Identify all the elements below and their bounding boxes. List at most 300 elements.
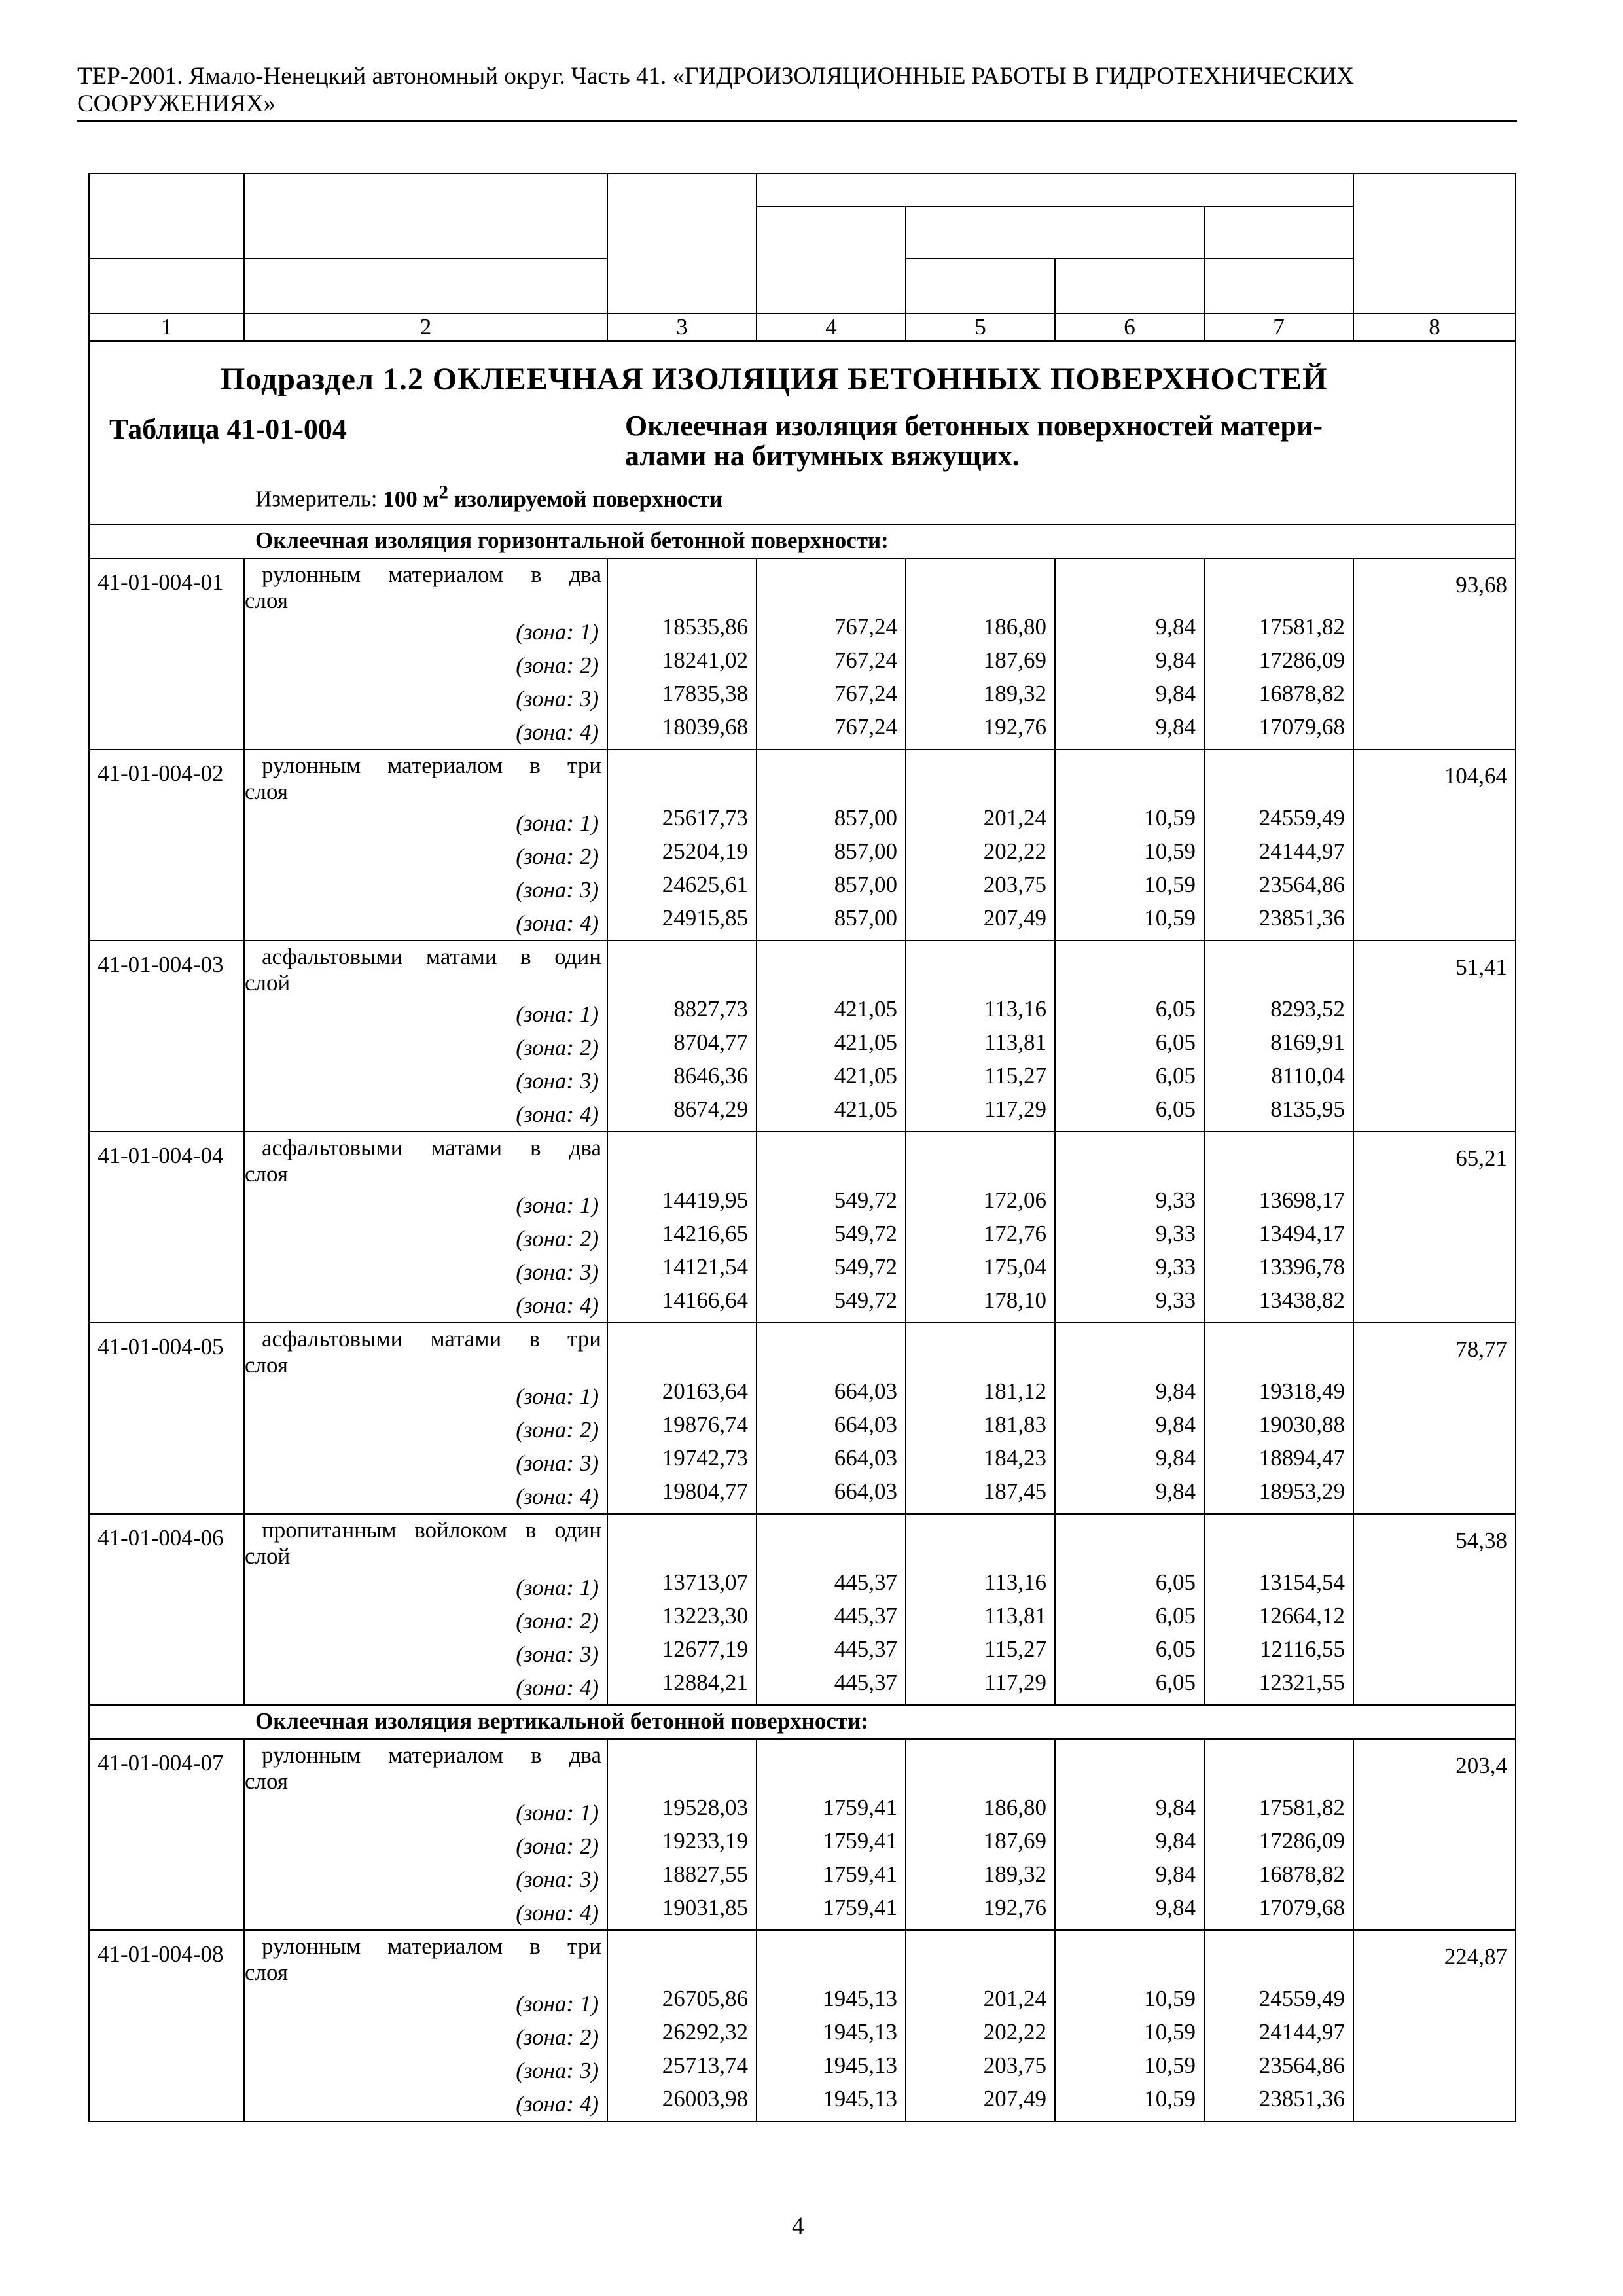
wages-value: 664,03 <box>834 1479 897 1504</box>
table-row <box>89 941 1516 1132</box>
machines-value: 113,81 <box>984 1030 1046 1055</box>
page-number: 4 <box>792 2213 804 2240</box>
wages-value: 1945,13 <box>823 2053 897 2078</box>
wages-value: 421,05 <box>834 996 897 1022</box>
work-description-cell <box>244 941 607 1132</box>
direct-value: 26292,32 <box>662 2019 748 2045</box>
zone-label: (зона: 4) <box>516 1102 599 1127</box>
rates-numbers-header <box>89 173 244 259</box>
machines-value: 113,16 <box>984 1570 1046 1595</box>
column-number: 6 <box>1055 314 1204 341</box>
operators-value: 6,05 <box>1155 1030 1196 1055</box>
cell-spacer <box>1205 750 1353 801</box>
materials-value: 13154,54 <box>1258 1570 1345 1595</box>
cell-spacer <box>1205 1931 1353 1982</box>
work-description <box>245 941 607 997</box>
operators-value: 9,84 <box>1155 1378 1196 1404</box>
operators-value: 9,84 <box>1155 647 1196 673</box>
operators-value: 9,84 <box>1155 1412 1196 1437</box>
materials-cell <box>1204 558 1353 749</box>
operators-cell <box>1055 1739 1204 1930</box>
direct-value: 24625,61 <box>662 872 748 897</box>
direct-value: 25617,73 <box>662 805 748 831</box>
zone-label: (зона: 2) <box>516 1226 599 1251</box>
direct-value: 26705,86 <box>662 1986 748 2011</box>
operators-value: 9,84 <box>1155 1445 1196 1471</box>
column-number: 1 <box>89 314 244 341</box>
machines-value: 192,76 <box>983 714 1046 740</box>
machines-cell <box>906 749 1055 941</box>
materials-value: 23851,36 <box>1258 2086 1345 2111</box>
operators-value: 9,84 <box>1155 1828 1196 1854</box>
work-name-unaccounted-header <box>244 259 607 314</box>
direct-value: 17835,38 <box>662 681 748 706</box>
work-description <box>245 1931 607 1987</box>
machine-operator-wages-header <box>1055 259 1204 314</box>
operators-value: 9,84 <box>1155 614 1196 639</box>
rate-code: 41-01-004-07 <box>89 1739 244 1930</box>
work-description-cell <box>244 749 607 941</box>
work-line-2: слоя <box>245 1960 288 1985</box>
work-line-2: слоя <box>245 1352 288 1378</box>
labor-cost: 203,4 <box>1353 1739 1516 1930</box>
machines-value: 187,69 <box>983 1828 1046 1854</box>
table-name-line-2: алами на битумных вяжущих. <box>625 440 1020 472</box>
cell-spacer <box>608 1323 756 1374</box>
document-header <box>77 63 1517 118</box>
wages-value: 421,05 <box>834 1063 897 1088</box>
zone-label: (зона: 4) <box>516 1900 599 1926</box>
operators-cell <box>1055 1930 1204 2121</box>
cell-spacer <box>906 941 1054 992</box>
zone-label: (зона: 4) <box>516 1484 599 1509</box>
materials-value: 17581,82 <box>1258 1795 1345 1820</box>
direct-value: 25713,74 <box>662 2053 748 2078</box>
machines-value: 113,16 <box>984 996 1046 1022</box>
wages-cell <box>757 1930 906 2121</box>
zone-label: (зона: 4) <box>516 910 599 936</box>
labor-cost: 65,21 <box>1353 1132 1516 1323</box>
labor-cost: 54,38 <box>1353 1514 1516 1705</box>
materials-value: 8293,52 <box>1270 996 1345 1022</box>
direct-value: 26003,98 <box>662 2086 748 2111</box>
zone-label: (зона: 1) <box>516 1001 599 1027</box>
machines-value: 203,75 <box>983 2053 1046 2078</box>
zone-label: (зона: 2) <box>516 1035 599 1060</box>
operators-value: 10,59 <box>1144 872 1196 897</box>
table-row <box>89 1930 1516 2121</box>
cell-spacer <box>757 1515 905 1566</box>
work-line-1: рулонным материалом в три <box>262 1933 601 1959</box>
work-description <box>245 559 607 615</box>
cell-spacer <box>757 750 905 801</box>
zone-label: (зона: 2) <box>516 1417 599 1443</box>
cell-spacer <box>906 1515 1054 1566</box>
materials-value: 12664,12 <box>1258 1603 1345 1628</box>
machines-value: 192,76 <box>983 1895 1046 1920</box>
zone-label: (зона: 1) <box>516 1193 599 1218</box>
machines-value: 207,49 <box>983 2086 1046 2111</box>
cell-spacer <box>757 1740 905 1791</box>
operators-value: 6,05 <box>1155 1063 1196 1088</box>
cell-spacer <box>1205 1740 1353 1791</box>
machines-cell <box>906 1930 1055 2121</box>
cell-spacer <box>608 1931 756 1982</box>
operators-value: 10,59 <box>1144 905 1196 931</box>
operators-value: 9,84 <box>1155 1895 1196 1920</box>
cell-spacer <box>1205 1515 1353 1566</box>
direct-value: 24915,85 <box>662 905 748 931</box>
materials-value: 24144,97 <box>1258 2019 1345 2045</box>
operators-value: 9,33 <box>1155 1254 1196 1280</box>
column-number: 4 <box>757 314 906 341</box>
rate-code: 41-01-004-03 <box>89 941 244 1132</box>
machine-operation-header <box>906 206 1204 259</box>
materials-value: 13494,17 <box>1258 1221 1345 1246</box>
machines-cell <box>906 1514 1055 1705</box>
operators-cell <box>1055 558 1204 749</box>
wages-value: 857,00 <box>834 805 897 831</box>
machines-value: 172,06 <box>983 1187 1046 1213</box>
cell-spacer <box>608 1132 756 1183</box>
header-line-2: СООРУЖЕНИЯХ» <box>77 90 276 117</box>
section-row <box>89 341 1516 524</box>
work-description-cell <box>244 1514 607 1705</box>
materials-value: 13438,82 <box>1258 1287 1345 1313</box>
machines-cell <box>906 558 1055 749</box>
work-line-2: слоя <box>245 1768 288 1794</box>
materials-value: 24559,49 <box>1258 1986 1345 2011</box>
materials-value: 8169,91 <box>1270 1030 1345 1055</box>
direct-cell <box>607 1739 757 1930</box>
direct-value: 19804,77 <box>662 1479 748 1504</box>
direct-value: 12677,19 <box>662 1636 748 1662</box>
wages-value: 664,03 <box>834 1378 897 1404</box>
materials-value: 19318,49 <box>1258 1378 1345 1404</box>
rate-code: 41-01-004-06 <box>89 1514 244 1705</box>
direct-value: 14121,54 <box>662 1254 748 1280</box>
zone-label: (зона: 1) <box>516 1575 599 1600</box>
work-line-1: пропитанным войлоком в один <box>262 1517 601 1543</box>
wages-value: 1759,41 <box>823 1895 897 1920</box>
direct-value: 19742,73 <box>662 1445 748 1471</box>
materials-value: 23851,36 <box>1258 905 1345 931</box>
operators-cell <box>1055 1323 1204 1514</box>
work-description <box>245 1515 607 1571</box>
including-header <box>757 173 1353 206</box>
zone-label: (зона: 2) <box>516 2024 599 2050</box>
operators-value: 9,33 <box>1155 1221 1196 1246</box>
wages-value: 549,72 <box>834 1221 897 1246</box>
cell-spacer <box>906 1740 1054 1791</box>
wages-value: 1945,13 <box>823 2086 897 2111</box>
materials-cell <box>1204 1132 1353 1323</box>
cell-spacer <box>906 559 1054 610</box>
wages-value: 549,72 <box>834 1254 897 1280</box>
machines-value: 189,32 <box>983 681 1046 706</box>
group-title: Оклеечная изоляция горизонтальной бетонной поверхности: <box>89 524 1516 558</box>
materials-value: 12321,55 <box>1258 1670 1345 1695</box>
cell-spacer <box>608 1515 756 1566</box>
direct-cell <box>607 749 757 941</box>
work-line-2: слоя <box>245 779 288 804</box>
meter-value <box>383 482 723 512</box>
wages-cell <box>757 1514 906 1705</box>
work-description <box>245 750 607 806</box>
labor-costs-header <box>1353 173 1516 314</box>
direct-value: 13223,30 <box>662 1603 748 1628</box>
direct-value: 19031,85 <box>662 1895 748 1920</box>
wages-value: 1759,41 <box>823 1861 897 1887</box>
zone-label: (зона: 3) <box>516 1867 599 1892</box>
operators-value: 10,59 <box>1144 2053 1196 2078</box>
section-cell <box>89 341 1516 524</box>
zone-label: (зона: 2) <box>516 1608 599 1634</box>
operators-value: 9,84 <box>1155 1861 1196 1887</box>
machines-value: 178,10 <box>983 1287 1046 1313</box>
direct-value: 18827,55 <box>662 1861 748 1887</box>
group-row <box>89 1705 1516 1739</box>
work-description <box>245 1323 607 1380</box>
machines-value: 117,29 <box>984 1096 1046 1122</box>
operators-cell <box>1055 1514 1204 1705</box>
zone-label: (зона: 3) <box>516 1450 599 1476</box>
wages-cell <box>757 1323 906 1514</box>
wages-cell <box>757 749 906 941</box>
operators-value: 10,59 <box>1144 1986 1196 2011</box>
zone-label: (зона: 3) <box>516 1068 599 1094</box>
zone-label: (зона: 1) <box>516 810 599 836</box>
cell-spacer <box>906 1132 1054 1183</box>
wages-value: 1945,13 <box>823 1986 897 2011</box>
work-description <box>245 1132 607 1189</box>
direct-value: 13713,07 <box>662 1570 748 1595</box>
direct-value: 18535,86 <box>662 614 748 639</box>
operators-value: 6,05 <box>1155 1670 1196 1695</box>
machines-cell <box>906 1739 1055 1930</box>
machines-value: 201,24 <box>983 805 1046 831</box>
zone-label: (зона: 3) <box>516 686 599 711</box>
cell-spacer <box>1205 941 1353 992</box>
operators-cell <box>1055 941 1204 1132</box>
cell-spacer <box>906 750 1054 801</box>
cell-spacer <box>608 941 756 992</box>
materials-value: 19030,88 <box>1258 1412 1345 1437</box>
direct-cell <box>607 558 757 749</box>
section-title: Подраздел 1.2 ОКЛЕЕЧНАЯ ИЗОЛЯЦИЯ БЕТОННЫХ ПОВЕРХНОСТЕЙ <box>221 362 1328 397</box>
zone-label: (зона: 3) <box>516 1641 599 1667</box>
wages-value: 857,00 <box>834 838 897 864</box>
wages-value: 767,24 <box>834 647 897 673</box>
materials-cell <box>1204 1514 1353 1705</box>
meter-suffix: изолируемой поверхности <box>448 486 723 512</box>
direct-cell <box>607 1323 757 1514</box>
zone-label: (зона: 1) <box>516 1800 599 1825</box>
measurement-unit <box>255 482 722 512</box>
materials-cell <box>1204 1323 1353 1514</box>
cell-spacer <box>1205 1132 1353 1183</box>
machines-value: 115,27 <box>984 1636 1046 1662</box>
wages-value: 445,37 <box>834 1636 897 1662</box>
wages-value: 664,03 <box>834 1412 897 1437</box>
meter-prefix: Измеритель: <box>255 486 383 512</box>
cell-spacer <box>1205 559 1353 610</box>
direct-value: 20163,64 <box>662 1378 748 1404</box>
meter-superscript: 2 <box>438 482 448 503</box>
direct-value: 8646,36 <box>673 1063 748 1088</box>
column-number: 8 <box>1353 314 1516 341</box>
direct-cell <box>607 1514 757 1705</box>
direct-value: 25204,19 <box>662 838 748 864</box>
wages-header <box>757 206 906 314</box>
materials-value: 8135,95 <box>1270 1096 1345 1122</box>
machines-value: 184,23 <box>983 1445 1046 1471</box>
wages-value: 1759,41 <box>823 1795 897 1820</box>
materials-value: 12116,55 <box>1260 1636 1345 1662</box>
rate-code: 41-01-004-01 <box>89 558 244 749</box>
materials-value: 18894,47 <box>1258 1445 1345 1471</box>
cell-spacer <box>1205 1323 1353 1374</box>
zone-label: (зона: 1) <box>516 1384 599 1409</box>
materials-value: 24559,49 <box>1258 805 1345 831</box>
column-number: 3 <box>607 314 757 341</box>
materials-value: 18953,29 <box>1258 1479 1345 1504</box>
materials-value: 17079,68 <box>1258 714 1345 740</box>
work-name-header <box>244 173 607 259</box>
operators-value: 9,84 <box>1155 714 1196 740</box>
machines-value: 115,27 <box>984 1063 1046 1088</box>
table-name <box>625 411 1476 471</box>
machines-value: 186,80 <box>983 614 1046 639</box>
operators-value: 6,05 <box>1155 996 1196 1022</box>
machines-value: 187,69 <box>983 647 1046 673</box>
wages-value: 767,24 <box>834 714 897 740</box>
operators-value: 9,84 <box>1155 1479 1196 1504</box>
cell-spacer <box>1056 750 1204 801</box>
zone-label: (зона: 3) <box>516 2058 599 2083</box>
wages-cell <box>757 558 906 749</box>
zone-label: (зона: 4) <box>516 719 599 745</box>
table-row <box>89 1132 1516 1323</box>
machines-value: 181,12 <box>983 1378 1046 1404</box>
zone-label: (зона: 1) <box>516 619 599 645</box>
zone-label: (зона: 1) <box>516 1991 599 2017</box>
direct-value: 14216,65 <box>662 1221 748 1246</box>
cell-spacer <box>1056 1132 1204 1183</box>
materials-cell <box>1204 941 1353 1132</box>
work-line-1: асфальтовыми матами в три <box>262 1326 601 1352</box>
cell-spacer <box>757 941 905 992</box>
operators-cell <box>1055 749 1204 941</box>
work-description-cell <box>244 558 607 749</box>
cell-spacer <box>757 559 905 610</box>
work-description-cell <box>244 1323 607 1514</box>
materials-value: 24144,97 <box>1258 838 1345 864</box>
rates-codes-header <box>89 259 244 314</box>
work-line-1: асфальтовыми матами в один <box>262 944 601 969</box>
column-numbers-row <box>89 314 1516 341</box>
operators-value: 10,59 <box>1144 805 1196 831</box>
operators-cell <box>1055 1132 1204 1323</box>
column-number: 2 <box>244 314 607 341</box>
materials-value: 17079,68 <box>1258 1895 1345 1920</box>
wages-value: 445,37 <box>834 1670 897 1695</box>
table-row <box>89 1739 1516 1930</box>
cell-spacer <box>1056 941 1204 992</box>
operators-value: 10,59 <box>1144 2086 1196 2111</box>
operators-value: 6,05 <box>1155 1636 1196 1662</box>
machines-value: 117,29 <box>984 1670 1046 1695</box>
work-line-2: слоя <box>245 588 288 613</box>
machines-value: 201,24 <box>983 1986 1046 2011</box>
cell-spacer <box>1056 559 1204 610</box>
machines-value: 113,81 <box>984 1603 1046 1628</box>
wages-value: 857,00 <box>834 905 897 931</box>
direct-value: 14166,64 <box>662 1287 748 1313</box>
labor-cost: 224,87 <box>1353 1930 1516 2121</box>
direct-value: 18241,02 <box>662 647 748 673</box>
materials-value: 17581,82 <box>1258 614 1345 639</box>
labor-cost: 51,41 <box>1353 941 1516 1132</box>
direct-value: 19876,74 <box>662 1412 748 1437</box>
table-row <box>89 1514 1516 1705</box>
machines-value: 172,76 <box>983 1221 1046 1246</box>
direct-value: 18039,68 <box>662 714 748 740</box>
materials-cell <box>1204 1930 1353 2121</box>
materials-cell <box>1204 749 1353 941</box>
rate-code: 41-01-004-05 <box>89 1323 244 1514</box>
work-description-cell <box>244 1930 607 2121</box>
machines-value: 175,04 <box>983 1254 1046 1280</box>
header-rule <box>77 120 1517 122</box>
column-number: 7 <box>1204 314 1353 341</box>
cell-spacer <box>608 559 756 610</box>
work-description <box>245 1740 607 1796</box>
operators-value: 10,59 <box>1144 2019 1196 2045</box>
operators-value: 9,84 <box>1155 1795 1196 1820</box>
zone-label: (зона: 4) <box>516 1293 599 1318</box>
work-line-1: асфальтовыми матами в два <box>262 1135 601 1160</box>
materials-value: 23564,86 <box>1258 872 1345 897</box>
machine-total-header <box>906 259 1055 314</box>
direct-cell <box>607 941 757 1132</box>
labor-cost: 104,64 <box>1353 749 1516 941</box>
materials-value: 13698,17 <box>1258 1187 1345 1213</box>
zone-label: (зона: 4) <box>516 1675 599 1700</box>
work-line-2: слоя <box>245 1161 288 1187</box>
rate-code: 41-01-004-04 <box>89 1132 244 1323</box>
zone-label: (зона: 4) <box>516 2091 599 2117</box>
machines-value: 187,45 <box>983 1479 1046 1504</box>
operators-value: 9,84 <box>1155 681 1196 706</box>
cell-spacer <box>1056 1323 1204 1374</box>
direct-value: 19233,19 <box>662 1828 748 1854</box>
wages-value: 664,03 <box>834 1445 897 1471</box>
direct-value: 8704,77 <box>673 1030 748 1055</box>
table-name-line-1: Оклеечная изоляция бетонных поверхностей матери- <box>625 410 1323 442</box>
table-header-row-1 <box>89 173 1516 206</box>
work-description-cell <box>244 1132 607 1323</box>
header-line-1: ТЕР-2001. Ямало-Ненецкий автономный округ. Часть 41. «ГИДРОИЗОЛЯЦИОННЫЕ РАБОТЫ В ГИДРОТЕХНИЧЕСКИХ <box>77 63 1354 90</box>
wages-cell <box>757 1739 906 1930</box>
rates-table <box>88 173 1516 2122</box>
materials-cell <box>1204 1739 1353 1930</box>
cell-spacer <box>1056 1931 1204 1982</box>
wages-cell <box>757 1132 906 1323</box>
materials-value: 16878,82 <box>1258 681 1345 706</box>
work-description-cell <box>244 1739 607 1930</box>
wages-value: 1945,13 <box>823 2019 897 2045</box>
